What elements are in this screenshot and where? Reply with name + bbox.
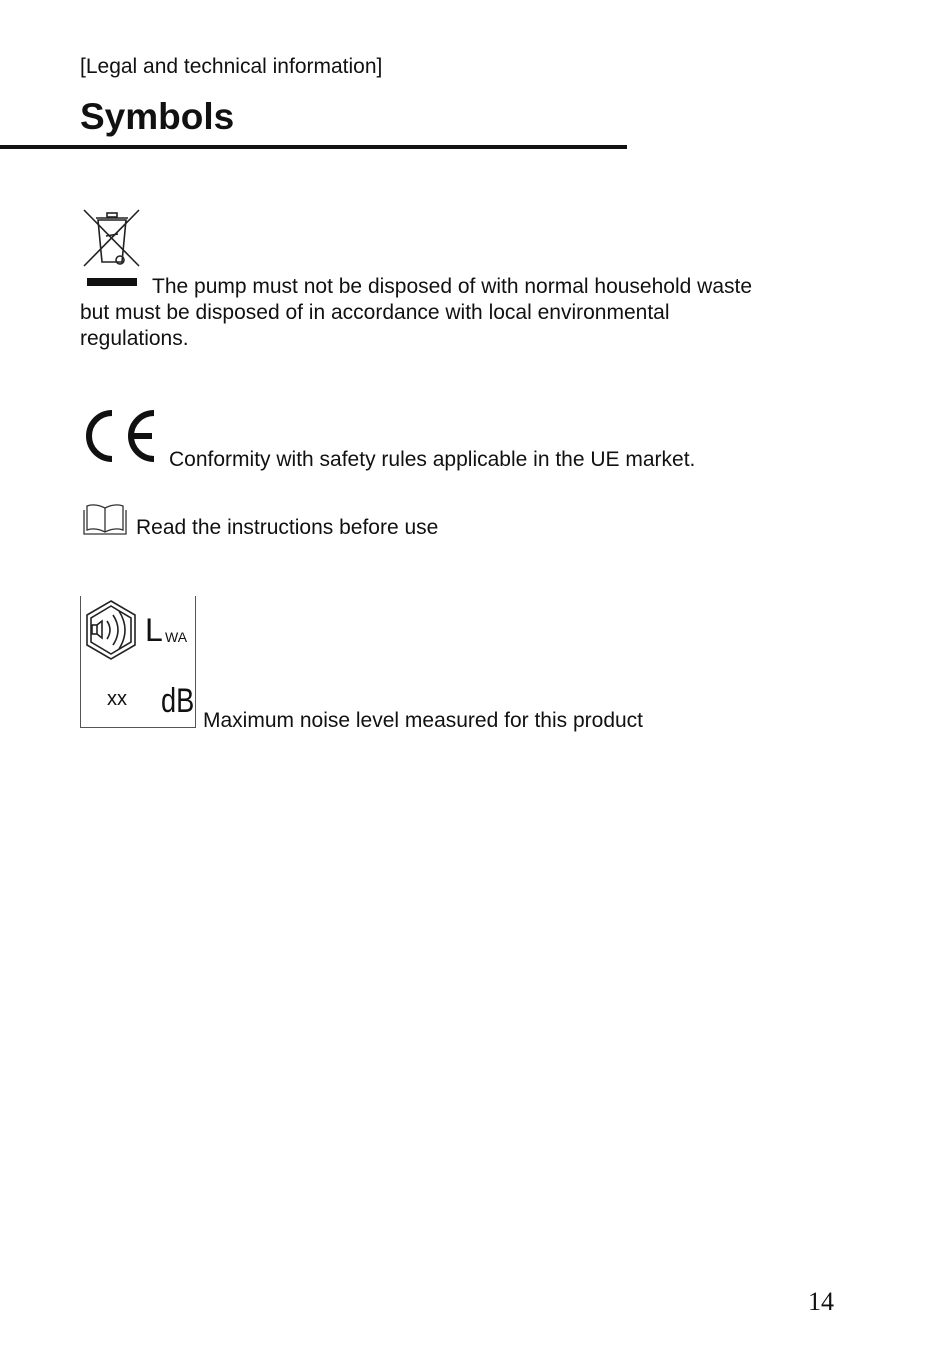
noise-text: Maximum noise level measured for this product <box>203 709 644 732</box>
title-divider <box>0 145 627 149</box>
ce-mark-icon <box>82 407 158 465</box>
ce-text: Conformity with safety rules applicable in the UE market. <box>169 448 696 471</box>
noise-unit: dB <box>161 682 195 720</box>
weee-text-cont: but must be disposed of in accordance with local environmental <box>80 301 670 324</box>
speaker-hexagon-icon <box>83 599 139 661</box>
lwa-subscript: WA <box>165 629 188 645</box>
noise-value: xx <box>107 688 127 710</box>
book-icon <box>83 503 127 535</box>
page-title: Symbols <box>80 96 235 137</box>
lwa-letter: L <box>145 612 163 648</box>
crossed-out-wheelie-bin-icon <box>82 208 142 290</box>
sound-power-level-icon <box>80 596 196 728</box>
breadcrumb: [Legal and technical information] <box>80 55 383 78</box>
weee-text-cont2: regulations. <box>80 327 189 350</box>
page-number: 14 <box>808 1287 834 1316</box>
weee-text: The pump must not be disposed of with normal household waste <box>152 275 753 298</box>
book-text: Read the instructions before use <box>136 516 439 539</box>
